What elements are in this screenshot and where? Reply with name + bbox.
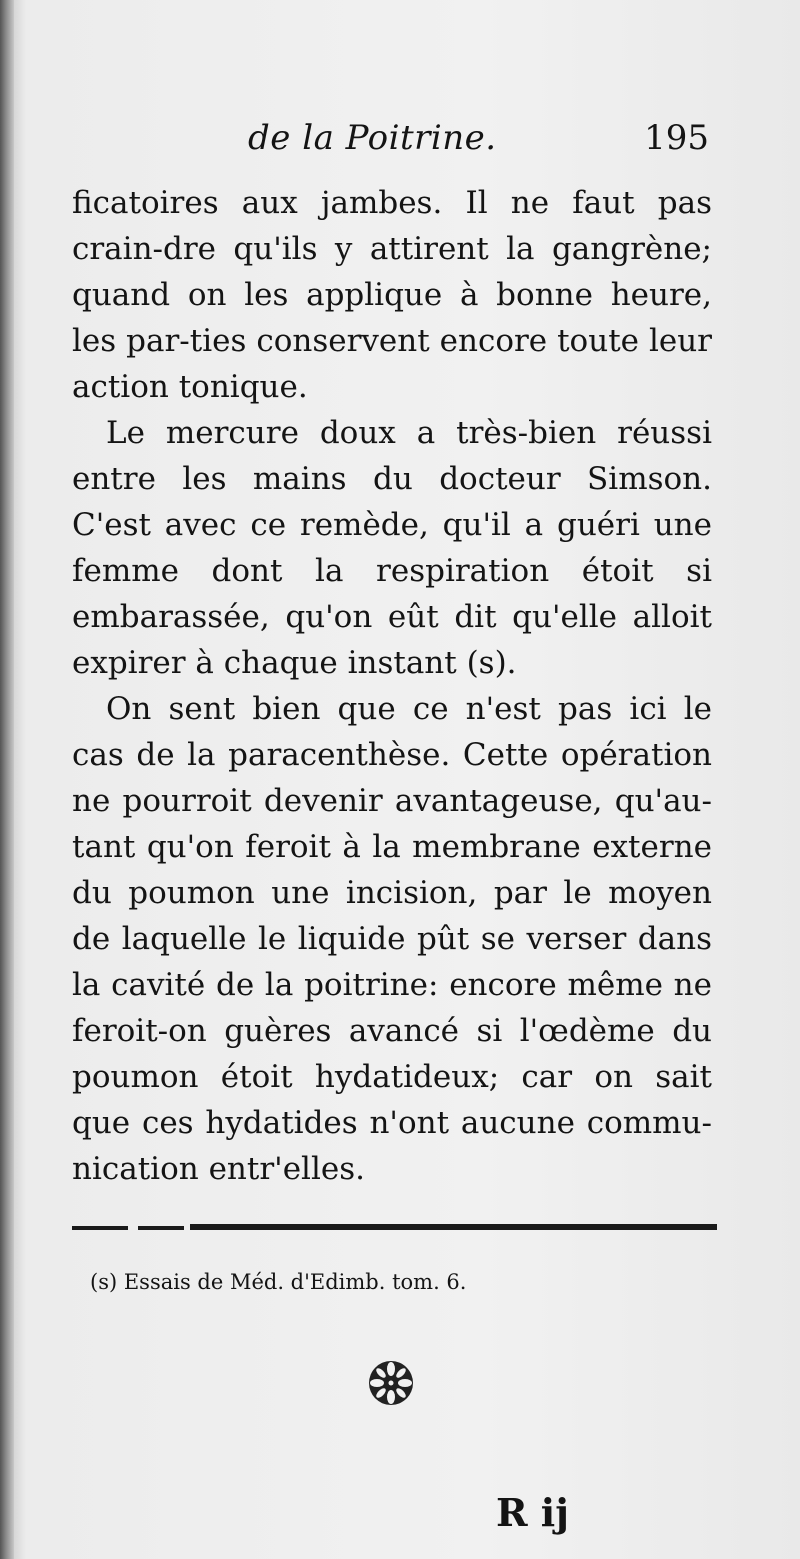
- running-title: de la Poitrine.: [248, 118, 497, 158]
- paragraph: ficatoires aux jambes. Il ne faut pas crain-dre qu'ils y attirent la gangrène; quand on les applique à bonne heure, les par-ties conservent encore toute leur action tonique.: [72, 185, 712, 405]
- paragraph: On sent bien que ce n'est pas ici le cas de la paracenthèse. Cette opération ne pourroit devenir avantageuse, qu'au-tant qu'on feroit à la membrane externe du poumon une incision, par le moyen de laquelle le liquide pût se verser dans la cavité de la poitrine: encore même ne feroit-on guères avancé si l'œdème du poumon étoit hydatideux; car on sait que ces hydatides n'ont aucune commu-nication entr'elles.: [72, 691, 712, 1187]
- rule-segment: [190, 1224, 717, 1230]
- body-text: [72, 180, 712, 1192]
- floral-ornament-icon: [366, 1358, 416, 1408]
- footnote-rule: [72, 1222, 717, 1234]
- rule-segment: [72, 1226, 128, 1230]
- page-number: 195: [644, 118, 709, 158]
- book-spine-shadow: [0, 0, 14, 1559]
- signature-mark: R ij: [496, 1490, 569, 1535]
- footnote: (s) Essais de Méd. d'Edimb. tom. 6.: [90, 1270, 467, 1294]
- paragraph: Le mercure doux a très-bien réussi entre les mains du docteur Simson. C'est avec ce remède, qu'il a guéri une femme dont la respiration étoit si embarassée, qu'on eût dit qu'elle alloit expirer à chaque instant (s).: [72, 415, 712, 681]
- page-header: [70, 118, 715, 168]
- rule-segment: [138, 1226, 184, 1230]
